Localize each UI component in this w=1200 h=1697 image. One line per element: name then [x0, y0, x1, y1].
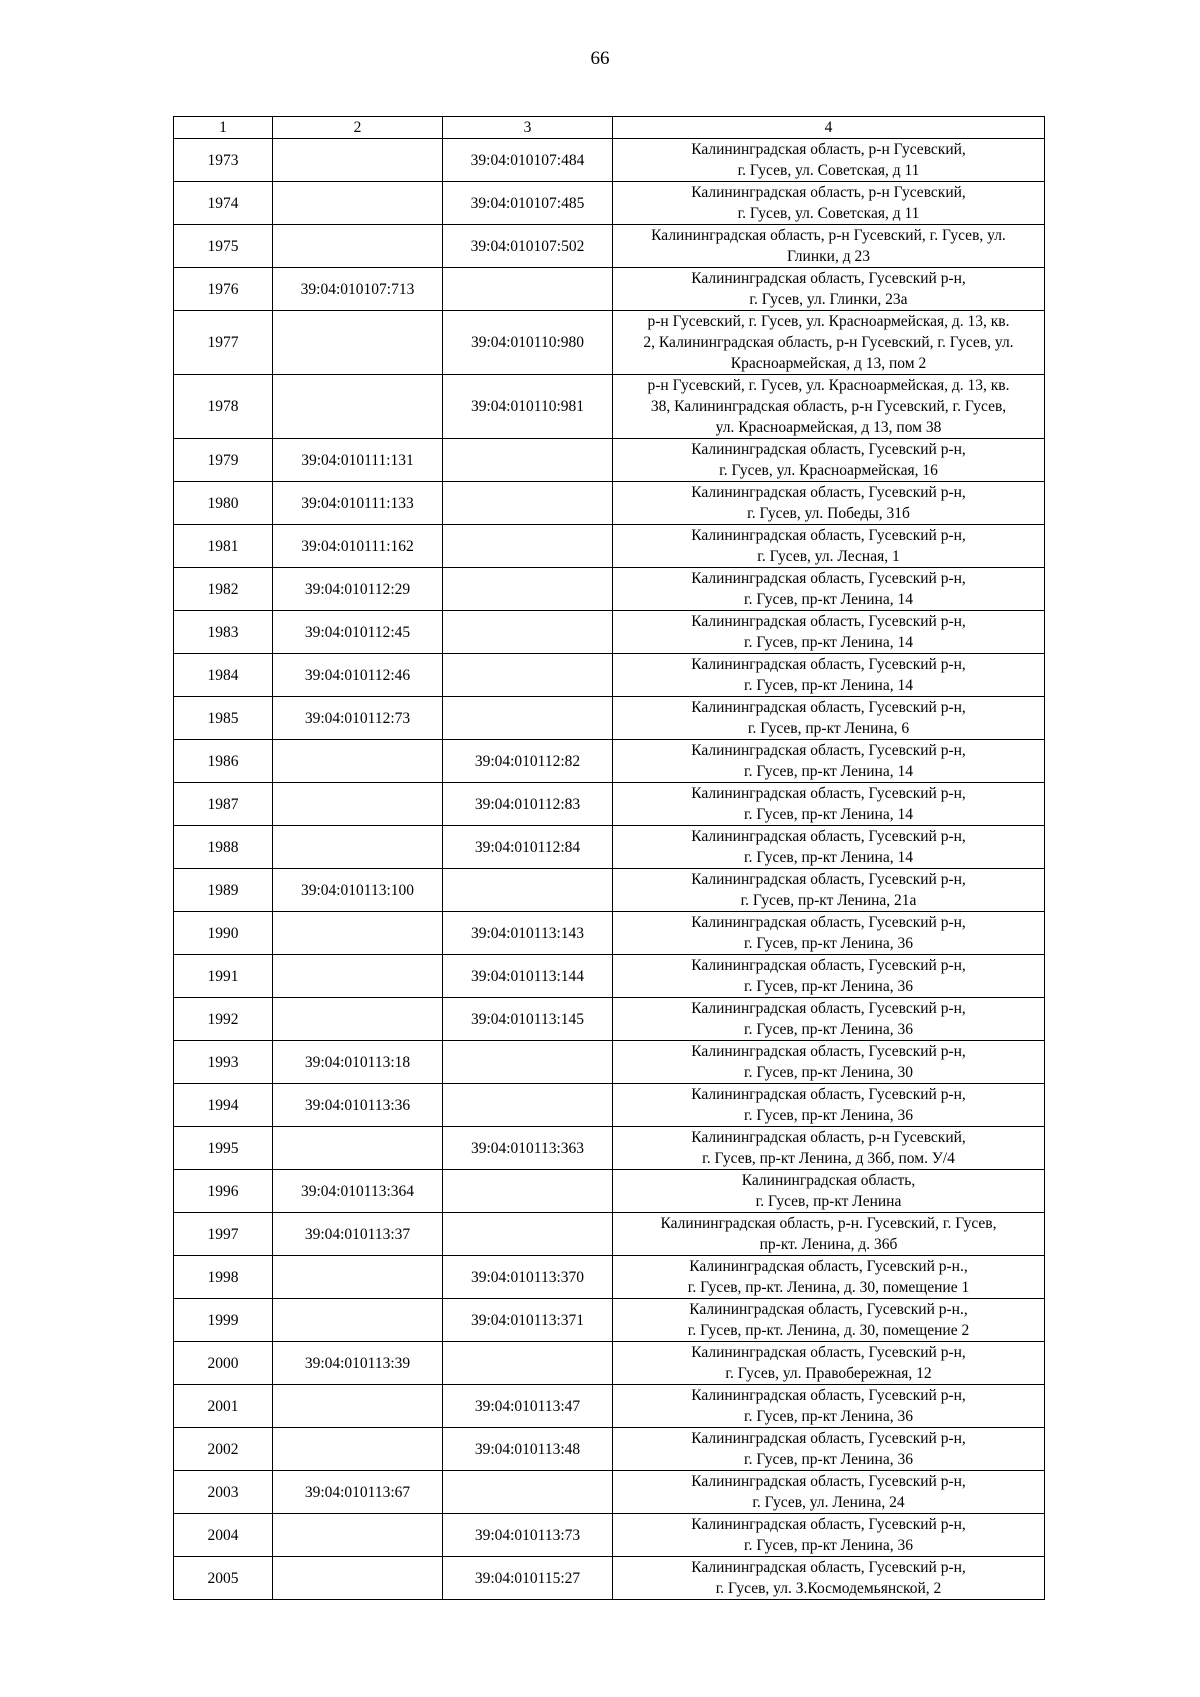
address-cell — [613, 697, 1045, 740]
cadastral-number-cell — [273, 1514, 443, 1557]
address-cell — [613, 1557, 1045, 1600]
row-number-cell: 1984 — [174, 654, 273, 697]
cadastral-number-cell — [273, 375, 443, 439]
cadastral-number-cell — [273, 225, 443, 268]
cadastral-number-cell: 39:04:010115:27 — [443, 1557, 613, 1600]
address-line: Калининградская область, Гусевский р-н., — [689, 1258, 968, 1275]
address-line: Калининградская область, Гусевский р-н, — [691, 1430, 966, 1447]
cadastral-number-cell — [443, 697, 613, 740]
address-cell — [613, 955, 1045, 998]
address-cell — [613, 654, 1045, 697]
table-row — [174, 1428, 1045, 1471]
row-number-cell: 1987 — [174, 783, 273, 826]
cadastral-number-cell: 39:04:010107:485 — [443, 182, 613, 225]
row-number-cell: 1999 — [174, 1299, 273, 1342]
cadastral-number-cell: 39:04:010107:713 — [273, 268, 443, 311]
address-line: Калининградская область, Гусевский р-н, — [691, 1086, 966, 1103]
address-cell — [613, 1256, 1045, 1299]
address-line: Калининградская область, Гусевский р-н, — [691, 441, 966, 458]
cadastral-number-cell — [273, 1299, 443, 1342]
address-cell — [613, 1127, 1045, 1170]
address-line: г. Гусев, ул. Советская, д 11 — [737, 162, 920, 179]
address-line: Калининградская область, Гусевский р-н, — [691, 613, 966, 630]
address-line: г. Гусев, пр-кт Ленина, 14 — [744, 591, 913, 608]
cadastral-number-cell — [273, 826, 443, 869]
row-number-cell: 2004 — [174, 1514, 273, 1557]
address-line: Калининградская область, Гусевский р-н, — [691, 1000, 966, 1017]
row-number-cell: 1991 — [174, 955, 273, 998]
cadastral-number-cell — [443, 869, 613, 912]
address-line: г. Гусев, пр-кт Ленина — [755, 1193, 902, 1210]
row-number-cell: 1992 — [174, 998, 273, 1041]
address-line: Калининградская область, Гусевский р-н, — [691, 699, 966, 716]
table-row — [174, 439, 1045, 482]
address-line: Калининградская область, р-н Гусевский, г. Гусев, ул. — [651, 227, 1006, 244]
address-cell — [613, 311, 1045, 375]
cadastral-number-cell — [443, 568, 613, 611]
table-row — [174, 998, 1045, 1041]
address-line: Калининградская область, Гусевский р-н, — [691, 828, 966, 845]
cadastral-number-cell — [273, 955, 443, 998]
cadastral-number-cell — [443, 482, 613, 525]
row-number-cell: 1976 — [174, 268, 273, 311]
address-line: р-н Гусевский, г. Гусев, ул. Красноармейская, д. 13, кв. — [647, 313, 1010, 330]
cadastral-number-cell: 39:04:010113:67 — [273, 1471, 443, 1514]
cadastral-number-cell: 39:04:010112:29 — [273, 568, 443, 611]
table-row — [174, 611, 1045, 654]
cadastral-number-cell — [273, 1256, 443, 1299]
cadastral-number-cell — [273, 1127, 443, 1170]
address-cell — [613, 869, 1045, 912]
address-line: г. Гусев, ул. Правобережная, 12 — [725, 1365, 932, 1382]
row-number-cell: 1998 — [174, 1256, 273, 1299]
table-row — [174, 869, 1045, 912]
row-number-cell: 2001 — [174, 1385, 273, 1428]
cadastral-number-cell: 39:04:010113:36 — [273, 1084, 443, 1127]
address-line: Калининградская область, р-н Гусевский, — [691, 1129, 966, 1146]
cadastral-number-cell: 39:04:010113:47 — [443, 1385, 613, 1428]
address-line: Калининградская область, Гусевский р-н, — [691, 914, 966, 931]
column-header-1: 1 — [174, 117, 273, 139]
table-row — [174, 568, 1045, 611]
table-row — [174, 525, 1045, 568]
address-line: г. Гусев, пр-кт Ленина, д 36б, пом. У/4 — [702, 1150, 955, 1167]
table-row — [174, 375, 1045, 439]
address-cell — [613, 1471, 1045, 1514]
address-cell — [613, 998, 1045, 1041]
row-number-cell: 1978 — [174, 375, 273, 439]
address-line: Калининградская область, — [741, 1172, 916, 1189]
cadastral-number-cell: 39:04:010113:370 — [443, 1256, 613, 1299]
cadastral-number-cell — [273, 139, 443, 182]
cadastral-number-cell: 39:04:010111:133 — [273, 482, 443, 525]
cadastral-number-cell — [443, 654, 613, 697]
cadastral-number-cell: 39:04:010113:143 — [443, 912, 613, 955]
address-line: г. Гусев, пр-кт. Ленина, д. 30, помещение 2 — [687, 1322, 970, 1339]
address-cell — [613, 1342, 1045, 1385]
address-line: Калининградская область, Гусевский р-н, — [691, 871, 966, 888]
address-line: Калининградская область, р-н Гусевский, — [691, 141, 966, 158]
row-number-cell: 1986 — [174, 740, 273, 783]
address-line: г. Гусев, ул. Победы, 31б — [747, 505, 910, 522]
table-row — [174, 482, 1045, 525]
address-line: ул. Красноармейская, д 13, пом 38 — [715, 419, 942, 436]
table-row — [174, 1084, 1045, 1127]
cadastral-number-cell: 39:04:010112:46 — [273, 654, 443, 697]
row-number-cell: 2005 — [174, 1557, 273, 1600]
address-line: Калининградская область, Гусевский р-н, — [691, 1473, 966, 1490]
address-cell — [613, 375, 1045, 439]
cadastral-number-cell: 39:04:010112:83 — [443, 783, 613, 826]
row-number-cell: 1994 — [174, 1084, 273, 1127]
address-cell — [613, 1514, 1045, 1557]
address-line: г. Гусев, ул. Ленина, 24 — [752, 1494, 905, 1511]
cadastral-number-cell: 39:04:010112:73 — [273, 697, 443, 740]
cadastral-number-cell — [443, 439, 613, 482]
address-cell — [613, 912, 1045, 955]
address-line: г. Гусев, пр-кт Ленина, 36 — [744, 1021, 913, 1038]
cadastral-number-cell — [443, 1084, 613, 1127]
cadastral-number-cell — [273, 912, 443, 955]
cadastral-number-cell — [273, 740, 443, 783]
address-cell — [613, 225, 1045, 268]
address-line: Калининградская область, Гусевский р-н, — [691, 656, 966, 673]
address-line: г. Гусев, пр-кт Ленина, 36 — [744, 1451, 913, 1468]
address-line: г. Гусев, пр-кт Ленина, 36 — [744, 1107, 913, 1124]
address-line: г. Гусев, пр-кт Ленина, 36 — [744, 1537, 913, 1554]
cadastral-number-cell — [273, 1385, 443, 1428]
column-header-2: 2 — [273, 117, 443, 139]
row-number-cell: 1982 — [174, 568, 273, 611]
address-line: Калининградская область, Гусевский р-н, — [691, 785, 966, 802]
cadastral-number-cell — [443, 611, 613, 654]
table-row — [174, 139, 1045, 182]
cadastral-number-cell — [443, 1471, 613, 1514]
row-number-cell: 1990 — [174, 912, 273, 955]
table-row — [174, 1213, 1045, 1256]
row-number-cell: 1995 — [174, 1127, 273, 1170]
row-number-cell: 1974 — [174, 182, 273, 225]
address-line: Калининградская область, Гусевский р-н, — [691, 1387, 966, 1404]
address-line: Калининградская область, Гусевский р-н, — [691, 270, 966, 287]
row-number-cell: 1989 — [174, 869, 273, 912]
cadastral-number-cell: 39:04:010112:82 — [443, 740, 613, 783]
address-line: г. Гусев, пр-кт Ленина, 14 — [744, 763, 913, 780]
address-line: г. Гусев, пр-кт. Ленина, д. 30, помещение 1 — [687, 1279, 970, 1296]
address-line: Калининградская область, Гусевский р-н, — [691, 1043, 966, 1060]
row-number-cell: 1977 — [174, 311, 273, 375]
address-cell — [613, 525, 1045, 568]
row-number-cell: 1993 — [174, 1041, 273, 1084]
address-line: Калининградская область, Гусевский р-н, — [691, 742, 966, 759]
column-header-4: 4 — [613, 117, 1045, 139]
address-line: 2, Калининградская область, р-н Гусевский, г. Гусев, ул. — [643, 334, 1014, 351]
address-line: г. Гусев, пр-кт Ленина, 36 — [744, 935, 913, 952]
table-row — [174, 1170, 1045, 1213]
address-line: г. Гусев, пр-кт Ленина, 14 — [744, 806, 913, 823]
row-number-cell: 1988 — [174, 826, 273, 869]
table-row — [174, 1299, 1045, 1342]
address-cell — [613, 740, 1045, 783]
row-number-cell: 1996 — [174, 1170, 273, 1213]
table-row — [174, 1342, 1045, 1385]
table-row — [174, 697, 1045, 740]
address-line: г. Гусев, ул. Красноармейская, 16 — [719, 462, 938, 479]
cadastral-number-cell: 39:04:010112:45 — [273, 611, 443, 654]
address-line: Калининградская область, р-н. Гусевский, г. Гусев, — [660, 1215, 997, 1232]
cadastral-number-cell: 39:04:010113:364 — [273, 1170, 443, 1213]
cadastral-number-cell: 39:04:010107:502 — [443, 225, 613, 268]
cadastral-number-cell: 39:04:010111:131 — [273, 439, 443, 482]
table-row — [174, 268, 1045, 311]
row-number-cell: 1980 — [174, 482, 273, 525]
address-line: г. Гусев, ул. Лесная, 1 — [757, 548, 900, 565]
address-line: 38, Калининградская область, р-н Гусевский, г. Гусев, — [650, 398, 1007, 415]
cadastral-number-cell: 39:04:010113:100 — [273, 869, 443, 912]
address-cell — [613, 1041, 1045, 1084]
address-line: г. Гусев, пр-кт Ленина, 30 — [744, 1064, 913, 1081]
page-number: 66 — [590, 48, 610, 69]
address-cell — [613, 783, 1045, 826]
cadastral-number-cell — [273, 1557, 443, 1600]
address-line: г. Гусев, пр-кт Ленина, 14 — [744, 849, 913, 866]
table-row — [174, 912, 1045, 955]
address-line: Калининградская область, Гусевский р-н, — [691, 1516, 966, 1533]
cadastral-number-cell — [443, 1170, 613, 1213]
row-number-cell: 1975 — [174, 225, 273, 268]
table-row — [174, 740, 1045, 783]
address-cell — [613, 182, 1045, 225]
table-row — [174, 1557, 1045, 1600]
table-row — [174, 955, 1045, 998]
row-number-cell: 1981 — [174, 525, 273, 568]
cadastral-number-cell — [273, 182, 443, 225]
table-header-row — [174, 117, 1045, 139]
cadastral-number-cell — [443, 1041, 613, 1084]
table-row — [174, 1471, 1045, 1514]
cadastral-number-cell: 39:04:010113:48 — [443, 1428, 613, 1471]
address-cell — [613, 1299, 1045, 1342]
address-line: Глинки, д 23 — [787, 248, 870, 265]
table-row — [174, 225, 1045, 268]
table-row — [174, 1385, 1045, 1428]
row-number-cell: 2000 — [174, 1342, 273, 1385]
cadastral-number-cell: 39:04:010112:84 — [443, 826, 613, 869]
address-line: г. Гусев, пр-кт Ленина, 36 — [744, 1408, 913, 1425]
address-cell — [613, 139, 1045, 182]
cadastral-number-cell: 39:04:010113:144 — [443, 955, 613, 998]
cadastral-number-cell — [273, 1428, 443, 1471]
registry-table — [173, 116, 1045, 1600]
cadastral-number-cell: 39:04:010113:371 — [443, 1299, 613, 1342]
address-line: Калининградская область, р-н Гусевский, — [691, 184, 966, 201]
row-number-cell: 1983 — [174, 611, 273, 654]
table-row — [174, 1514, 1045, 1557]
cadastral-number-cell — [273, 783, 443, 826]
cadastral-number-cell — [443, 268, 613, 311]
row-number-cell: 1973 — [174, 139, 273, 182]
address-line: Калининградская область, Гусевский р-н, — [691, 957, 966, 974]
address-line: г. Гусев, пр-кт Ленина, 14 — [744, 677, 913, 694]
address-cell — [613, 1385, 1045, 1428]
row-number-cell: 1985 — [174, 697, 273, 740]
cadastral-number-cell — [273, 311, 443, 375]
address-cell — [613, 268, 1045, 311]
address-line: Калининградская область, Гусевский р-н., — [689, 1301, 968, 1318]
cadastral-number-cell — [443, 525, 613, 568]
table-row — [174, 783, 1045, 826]
address-line: Красноармейская, д 13, пом 2 — [730, 355, 927, 372]
cadastral-number-cell — [443, 1342, 613, 1385]
table-row — [174, 654, 1045, 697]
address-line: г. Гусев, ул. Глинки, 23а — [749, 291, 908, 308]
table-row — [174, 182, 1045, 225]
row-number-cell: 1997 — [174, 1213, 273, 1256]
address-cell — [613, 482, 1045, 525]
cadastral-number-cell: 39:04:010110:980 — [443, 311, 613, 375]
address-line: пр-кт. Ленина, д. 36б — [759, 1236, 898, 1253]
cadastral-number-cell: 39:04:010113:18 — [273, 1041, 443, 1084]
address-line: Калининградская область, Гусевский р-н, — [691, 527, 966, 544]
address-line: Калининградская область, Гусевский р-н, — [691, 1344, 966, 1361]
cadastral-number-cell: 39:04:010113:37 — [273, 1213, 443, 1256]
address-line: Калининградская область, Гусевский р-н, — [691, 1559, 966, 1576]
address-line: г. Гусев, ул. З.Космодемьянской, 2 — [715, 1580, 942, 1597]
address-line: г. Гусев, пр-кт Ленина, 21а — [740, 892, 917, 909]
column-header-3: 3 — [443, 117, 613, 139]
table-row — [174, 1041, 1045, 1084]
row-number-cell: 1979 — [174, 439, 273, 482]
address-line: Калининградская область, Гусевский р-н, — [691, 570, 966, 587]
table-row — [174, 826, 1045, 869]
address-line: г. Гусев, ул. Советская, д 11 — [737, 205, 920, 222]
table-row — [174, 311, 1045, 375]
row-number-cell: 2003 — [174, 1471, 273, 1514]
table-row — [174, 1256, 1045, 1299]
address-line: г. Гусев, пр-кт Ленина, 36 — [744, 978, 913, 995]
cadastral-number-cell: 39:04:010110:981 — [443, 375, 613, 439]
address-cell — [613, 1213, 1045, 1256]
address-cell — [613, 1084, 1045, 1127]
address-line: Калининградская область, Гусевский р-н, — [691, 484, 966, 501]
cadastral-number-cell: 39:04:010113:39 — [273, 1342, 443, 1385]
cadastral-number-cell: 39:04:010111:162 — [273, 525, 443, 568]
address-line: г. Гусев, пр-кт Ленина, 14 — [744, 634, 913, 651]
address-cell — [613, 1428, 1045, 1471]
address-line: г. Гусев, пр-кт Ленина, 6 — [747, 720, 910, 737]
address-line: р-н Гусевский, г. Гусев, ул. Красноармейская, д. 13, кв. — [647, 377, 1010, 394]
table-row — [174, 1127, 1045, 1170]
address-cell — [613, 826, 1045, 869]
cadastral-number-cell — [443, 1213, 613, 1256]
cadastral-number-cell — [273, 998, 443, 1041]
cadastral-number-cell: 39:04:010113:363 — [443, 1127, 613, 1170]
row-number-cell: 2002 — [174, 1428, 273, 1471]
cadastral-number-cell: 39:04:010107:484 — [443, 139, 613, 182]
address-cell — [613, 439, 1045, 482]
address-cell — [613, 568, 1045, 611]
cadastral-number-cell: 39:04:010113:145 — [443, 998, 613, 1041]
cadastral-number-cell: 39:04:010113:73 — [443, 1514, 613, 1557]
address-cell — [613, 1170, 1045, 1213]
address-cell — [613, 611, 1045, 654]
